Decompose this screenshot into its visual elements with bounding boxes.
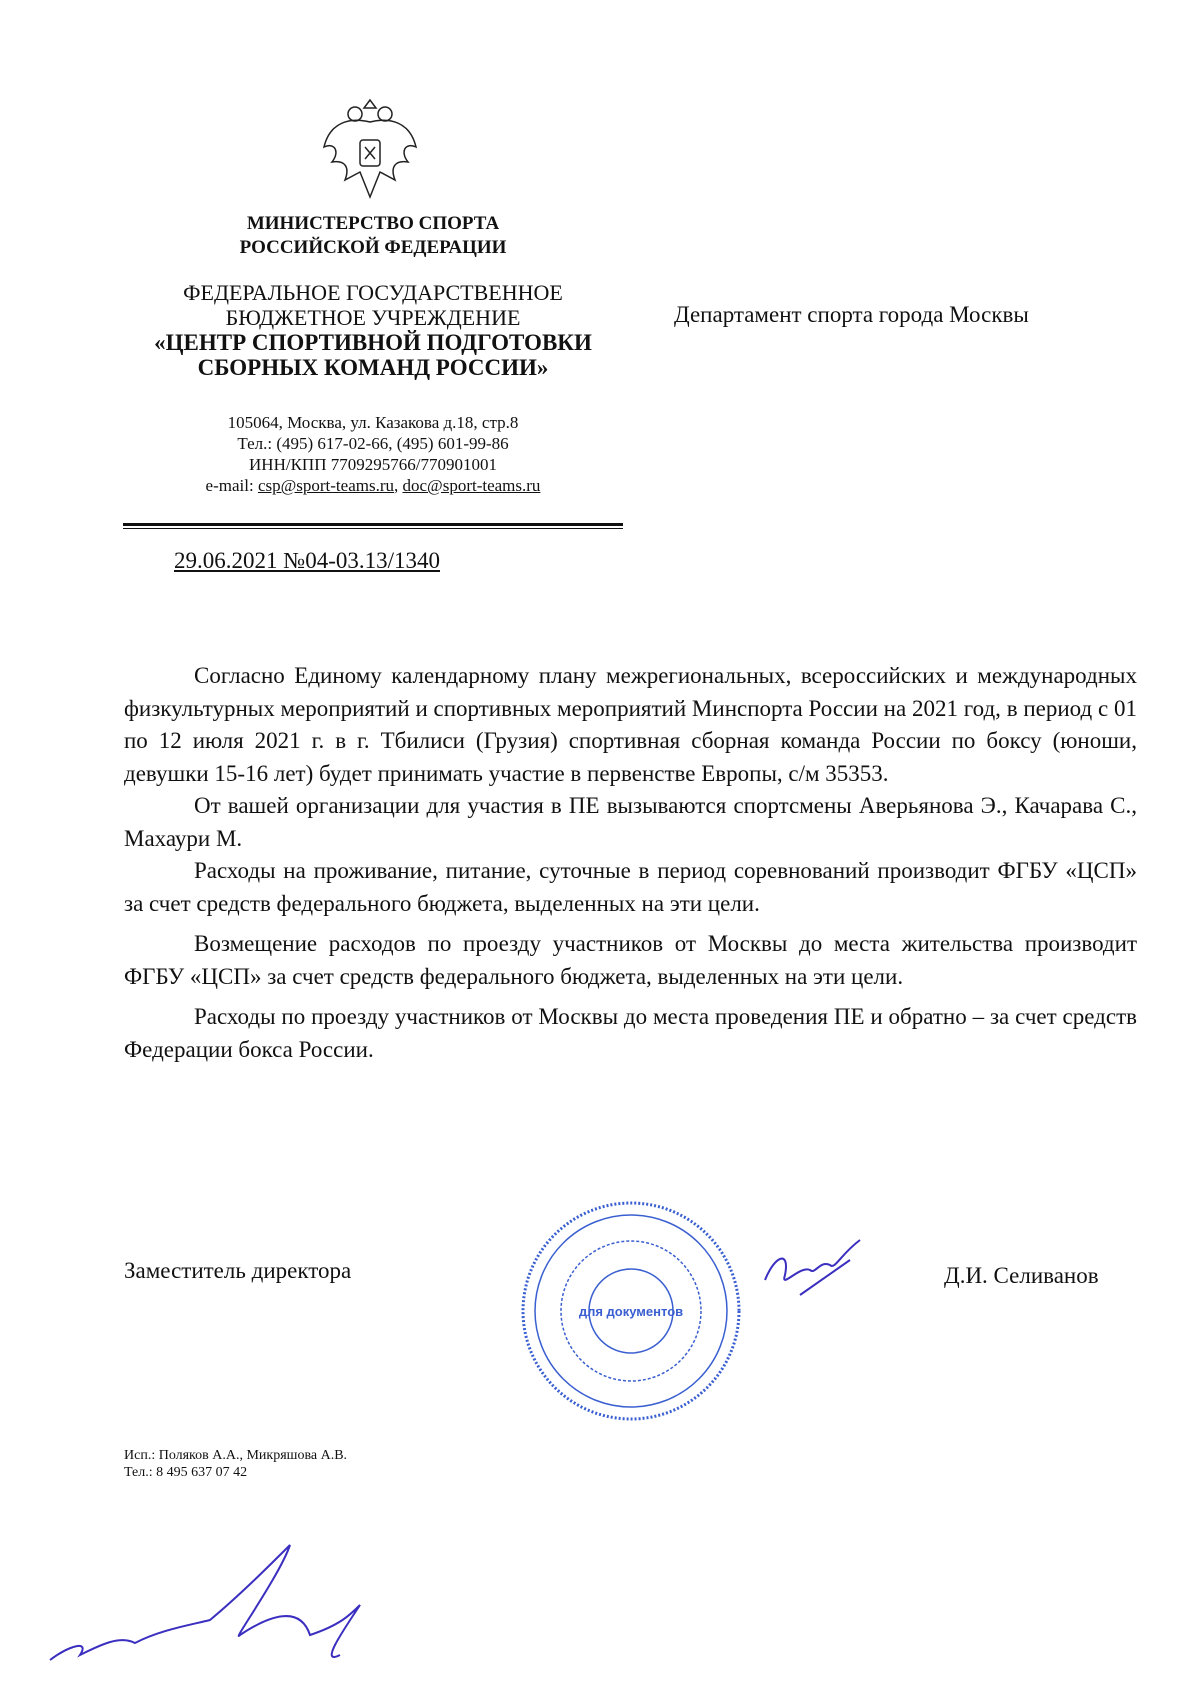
- executors: Исп.: Поляков А.А., Микряшова А.В.: [124, 1448, 348, 1463]
- email-label: e-mail:: [205, 476, 258, 495]
- date-and-number: 29.06.2021 №04-03.13/1340: [174, 548, 440, 573]
- letter-body: [124, 660, 1137, 1066]
- official-stamp: [518, 1198, 744, 1424]
- email-link[interactable]: csp@sport-teams.ru: [257, 476, 394, 495]
- org-name-line: СБОРНЫХ КОМАНД РОССИИ»: [197, 355, 549, 380]
- address: 105064, Москва, ул. Казакова д.18, стр.8: [227, 413, 519, 432]
- paragraph: Расходы по проезду участников от Москвы до места проведения ПЕ и обратно – за счет средств Федерации бокса России.: [124, 1004, 1137, 1062]
- ministry-line: МИНИСТЕРСТВО СПОРТА: [246, 213, 500, 234]
- ministry-title: [123, 212, 623, 260]
- recipient: Департамент спорта города Москвы: [674, 302, 1029, 327]
- email-link[interactable]: doc@sport-teams.ru: [402, 476, 541, 495]
- handwritten-signature: [40, 1535, 400, 1675]
- paragraph: От вашей организации для участия в ПЕ вызываются спортсмены Аверьянова Э., Качарава С., Махаури М.: [124, 793, 1137, 851]
- header-divider: [123, 523, 623, 529]
- director-signature: [760, 1235, 870, 1305]
- org-type-line: ФЕДЕРАЛЬНОЕ ГОСУДАРСТВЕННОЕ: [183, 280, 563, 305]
- organization-contacts: [123, 412, 623, 496]
- paragraph: Согласно Единому календарному плану межрегиональных, всероссийских и международных физкультурных мероприятий и спортивных мероприятий Минспорта России на 2021 год, в период с 01 по 12 июля 2021 г. в г. Тбилиси (Грузия) спортивная сборная команда России по боксу (юноши, девушки 15-16 лет) будет принимать участие в первенстве Европы, с/м 35353.: [124, 663, 1137, 786]
- org-type-line: БЮДЖЕТНОЕ УЧРЕЖДЕНИЕ: [225, 305, 521, 330]
- email-line: [123, 475, 623, 496]
- paragraph: Расходы на проживание, питание, суточные в период соревнований производит ФГБУ «ЦСП» за счет средств федерального бюджета, выделенных на эти цели.: [124, 858, 1137, 916]
- signatory-position: Заместитель директора: [124, 1258, 352, 1283]
- email-separator: ,: [394, 476, 403, 495]
- inn-kpp: ИНН/КПП 7709295766/770901001: [249, 455, 497, 474]
- ministry-line: РОССИЙСКОЙ ФЕДЕРАЦИИ: [239, 237, 507, 258]
- organization-title: [123, 280, 623, 380]
- executor-phone: Тел.: 8 495 637 07 42: [124, 1465, 248, 1480]
- org-name-line: «ЦЕНТР СПОРТИВНОЙ ПОДГОТОВКИ: [154, 330, 592, 355]
- stamp-text: для документов: [578, 1304, 684, 1319]
- executor-info: [124, 1447, 347, 1481]
- paragraph: Возмещение расходов по проезду участников от Москвы до места жительства производит ФГБУ «ЦСП» за счет средств федерального бюджета, выделенных на эти цели.: [124, 931, 1137, 989]
- coat-of-arms-emblem: [320, 92, 420, 207]
- signatory-name: Д.И. Селиванов: [944, 1263, 1099, 1288]
- phone: Тел.: (495) 617-02-66, (495) 601-99-86: [237, 434, 509, 453]
